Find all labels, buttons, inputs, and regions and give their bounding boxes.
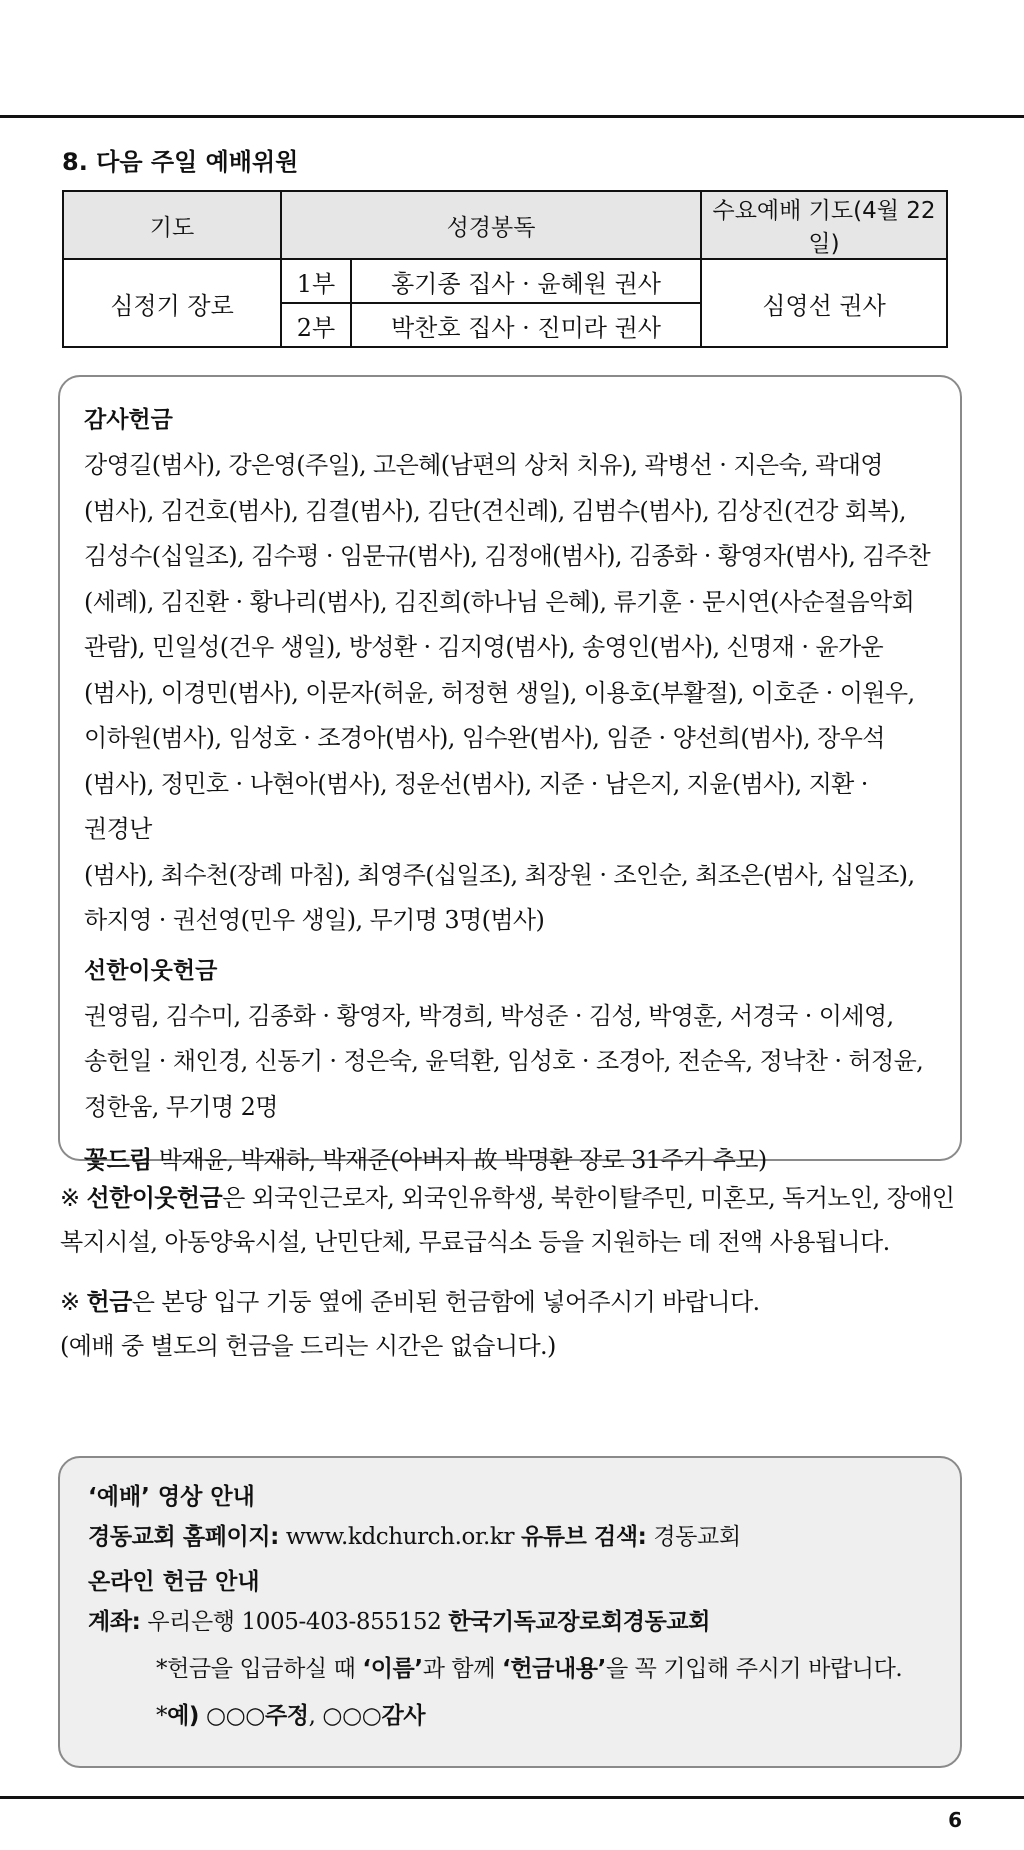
list-line: (범사), 이경민(범사), 이문자(허윤, 허정현 생일), 이용호(부활절), 이호준 · 이원우, [84, 678, 915, 707]
homepage-link[interactable]: www.kdchurch.or.kr [278, 1524, 521, 1550]
header-wednesday-prayer: 수요예배 기도(4월 22일) [701, 191, 947, 259]
youtube-search-term: 경동교회 [646, 1524, 741, 1550]
list-line: 송헌일 · 채인경, 신동기 · 정은숙, 윤덕환, 임성호 · 조경아, 전순옥, 정낙찬 · 허정윤, [84, 1047, 924, 1075]
thanks-offering-heading: 감사헌금 [84, 407, 173, 433]
bank-account: 우리은행 1005-403-855152 [140, 1609, 449, 1635]
example-text: ○○○ [199, 1703, 265, 1729]
offering-box [58, 375, 962, 1174]
instruction-line [88, 1646, 936, 1693]
online-offering-heading: 온라인 헌금 안내 [88, 1569, 260, 1595]
homepage-line [88, 1514, 936, 1561]
list-line: 권영림, 김수미, 김종화 · 황영자, 박경희, 박성준 · 김성, 박영훈, 서경국 · 이세영, [84, 1001, 894, 1030]
note-text: 은 외국인근로자, 외국인유학생, 북한이탈주민, 미혼모, 독거노인, 장애인 복지시설, 아동양육시설, 난민단체, 무료급식소 등을 지원하는 데 전액 사용됩니다. [60, 1184, 955, 1256]
instruction-text: 과 함께 [422, 1656, 502, 1682]
list-line: 이하원(범사), 임성호 · 조경아(범사), 임수완(범사), 임준 · 양선희(범사), 장우석 [84, 724, 885, 752]
list-line: 관람), 민일성(건우 생일), 방성환 · 김지영(범사), 송영인(범사), 신명재 · 윤가운 [84, 633, 884, 661]
worship-committee-table [62, 190, 948, 348]
example-line [88, 1693, 936, 1740]
list-line: (범사), 최수천(장례 마침), 최영주(십일조), 최장원 · 조인순, 최조은(범사, 십일조), [84, 860, 915, 889]
list-line: 김성수(십일조), 김수평 · 임문규(범사), 김정애(범사), 김종화 · 황영자(범사), 김주찬 [84, 542, 931, 570]
example-text: * [156, 1703, 168, 1729]
reading-names: 홍기종 집사 · 윤혜원 권사 [351, 259, 701, 303]
account-line [88, 1599, 936, 1646]
note-mark: ※ [60, 1184, 87, 1212]
youtube-label: 유튜브 검색: [520, 1524, 647, 1550]
section-title: 8. 다음 주일 예배위원 [62, 148, 299, 176]
instruction-bold: ‘이름’ [362, 1656, 423, 1682]
note-text: 은 본당 입구 기둥 옆에 준비된 헌금함에 넣어주시기 바랍니다. (예배 중 별도의 헌금을 드리는 시간은 없습니다.) [60, 1288, 760, 1360]
list-line: (범사), 정민호 · 나현아(범사), 정운선(범사), 지준 · 남은지, 지윤(범사), 지환 · 권경난 [84, 769, 868, 843]
example-text: , ○○○ [308, 1703, 382, 1729]
flower-label: 꽃드림 [84, 1146, 152, 1174]
list-line: (세례), 김진환 · 황나리(범사), 김진희(하나님 은혜), 류기훈 · 문시연(사순절음악회 [84, 587, 915, 616]
list-line: 정한움, 무기명 2명 [84, 1092, 278, 1121]
header-prayer: 기도 [63, 191, 281, 259]
instruction-bold: ‘헌금내용’ [501, 1656, 606, 1682]
thanks-offering-list [84, 443, 936, 944]
example-bold: 감사 [381, 1703, 426, 1729]
instruction-text: 을 꼭 기입해 주시기 바랍니다. [605, 1656, 903, 1682]
list-line: 강영길(범사), 강은영(주일), 고은혜(남편의 상처 치유), 곽병선 · 지은숙, 곽대영 [84, 451, 883, 479]
account-label: 계좌: [88, 1609, 141, 1635]
bottom-rule [0, 1796, 1024, 1799]
flower-offering [84, 1140, 936, 1180]
example-bold: 주정 [264, 1703, 309, 1729]
offering-box-note [60, 1280, 970, 1368]
prayer-cell: 심정기 장로 [63, 259, 281, 347]
video-heading: ‘예배’ 영상 안내 [88, 1484, 255, 1510]
note-bold: 헌금 [86, 1288, 132, 1316]
reading-part: 1부 [281, 259, 351, 303]
flower-text: 박재윤, 박재하, 박재준(아버지 故 박명환 장로 31주기 추모) [151, 1146, 767, 1174]
reading-part: 2부 [281, 303, 351, 347]
neighbor-offering-note [60, 1176, 970, 1264]
list-line: 하지영 · 권선영(민우 생일), 무기명 3명(범사) [84, 906, 545, 934]
neighbor-offering-list [84, 994, 936, 1131]
note-bold: 선한이웃헌금 [86, 1184, 223, 1212]
wednesday-prayer-cell: 심영선 권사 [701, 259, 947, 347]
top-rule [0, 115, 1024, 118]
reading-names: 박찬호 집사 · 진미라 권사 [351, 303, 701, 347]
example-bold: 예) [167, 1703, 200, 1729]
note-mark: ※ [60, 1288, 87, 1316]
list-line: (범사), 김건호(범사), 김결(범사), 김단(견신례), 김범수(범사), 김상진(건강 회복), [84, 496, 906, 525]
account-holder: 한국기독교장로회경동교회 [448, 1609, 711, 1635]
online-info-box [58, 1456, 962, 1768]
header-reading: 성경봉독 [281, 191, 701, 259]
homepage-label: 경동교회 홈페이지: [88, 1524, 279, 1550]
page-number: 6 [948, 1808, 962, 1832]
neighbor-offering-heading: 선한이웃헌금 [84, 957, 218, 984]
instruction-text: *헌금을 입금하실 때 [156, 1656, 363, 1682]
